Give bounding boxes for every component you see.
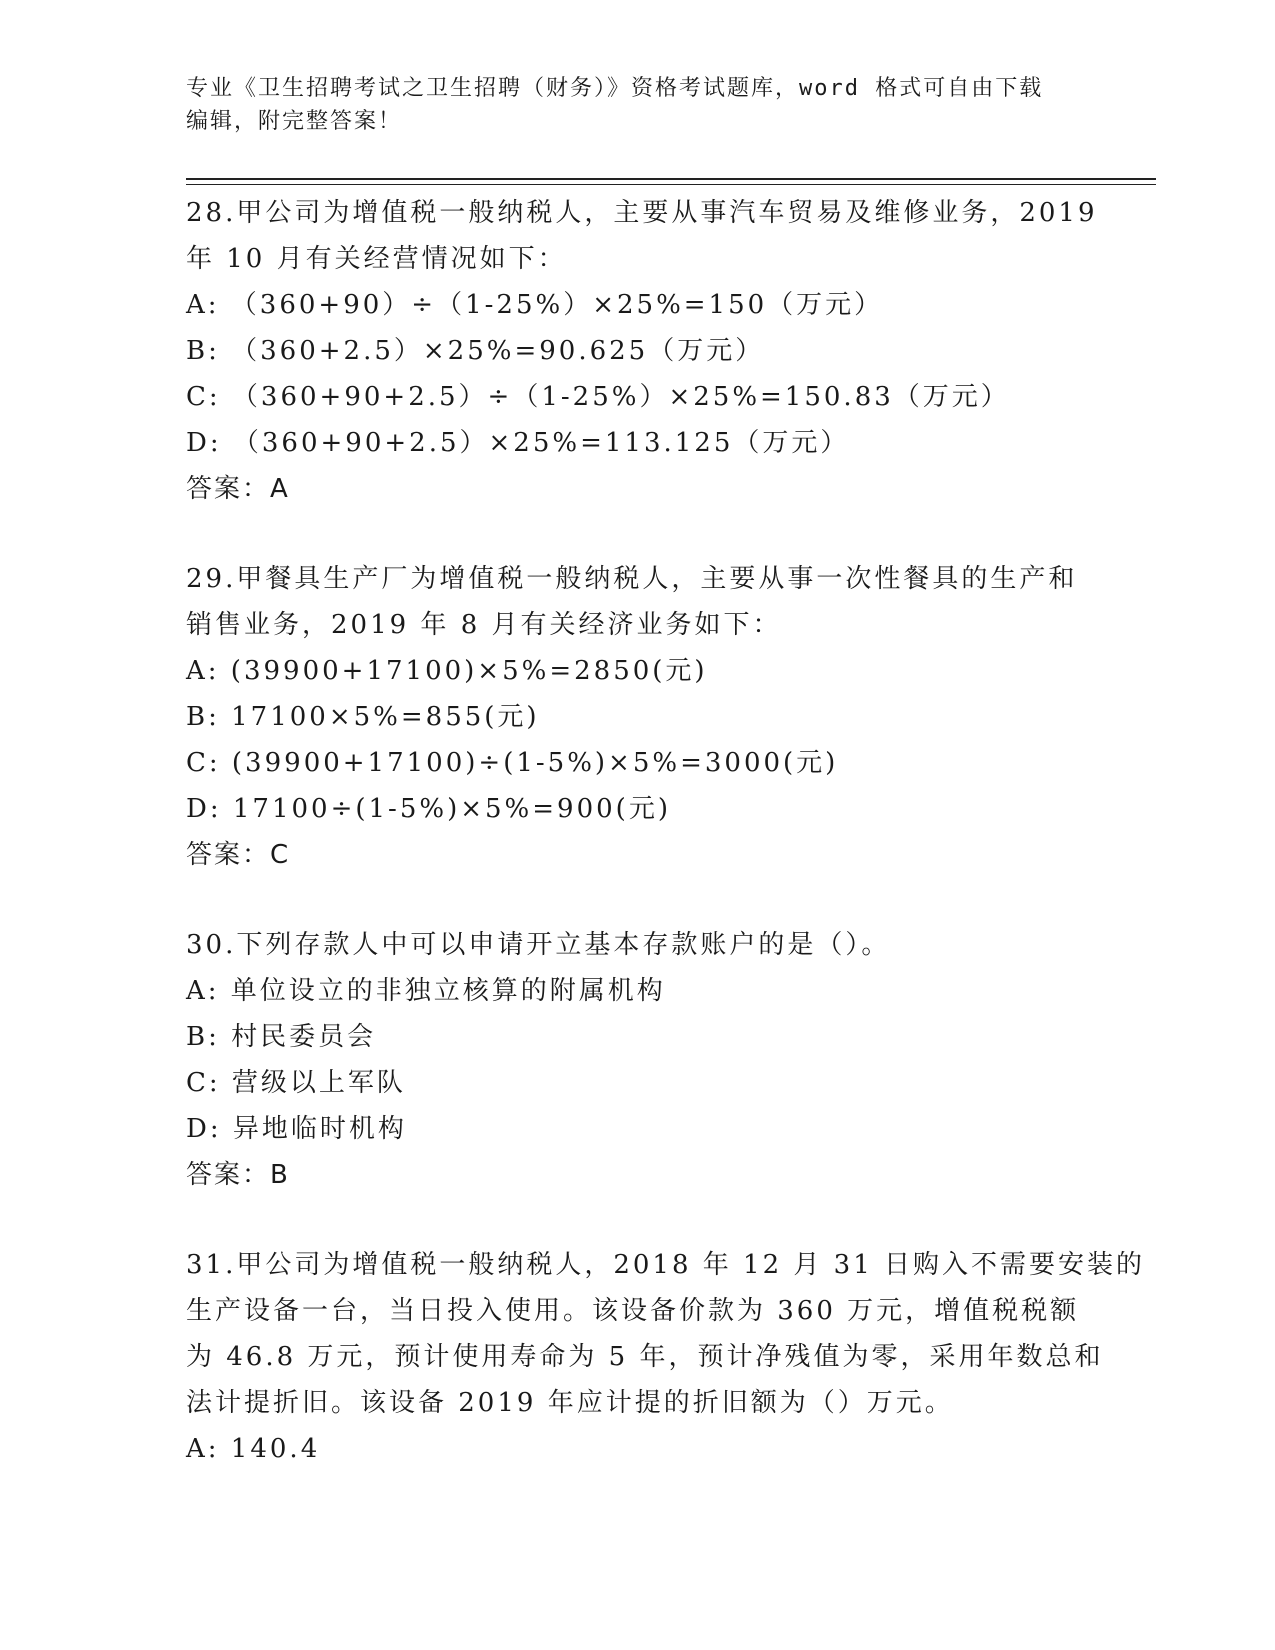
option-d: D: 异地临时机构	[186, 1114, 407, 1144]
document-header	[186, 72, 1086, 138]
question-stem-line: 为 46.8 万元，预计使用寿命为 5 年，预计净残值为零，采用年数总和	[186, 1342, 1104, 1372]
question-31	[186, 1242, 1146, 1472]
question-stem-line: 31.甲公司为增值税一般纳税人，2018 年 12 月 31 日购入不需要安装的	[186, 1250, 1146, 1280]
header-line-1: 专业《卫生招聘考试之卫生招聘（财务）》资格考试题库，word 格式可自由下载	[186, 76, 1044, 101]
header-divider-thin	[186, 184, 1156, 185]
option-b: B: 17100×5%=855(元)	[186, 702, 540, 732]
question-29	[186, 556, 1086, 878]
question-28	[186, 190, 1098, 512]
question-stem-line: 年 10 月有关经营情况如下：	[186, 244, 567, 274]
option-d: D: 17100÷(1-5%)×5%=900(元)	[186, 794, 671, 824]
question-list	[186, 190, 1146, 1516]
question-stem-line: 30.下列存款人中可以申请开立基本存款账户的是（）。	[186, 930, 891, 960]
option-b: B: 村民委员会	[186, 1022, 377, 1052]
option-c: C: (39900+17100)÷(1-5%)×5%=3000(元)	[186, 748, 839, 778]
question-stem-line: 销售业务，2019 年 8 月有关经济业务如下：	[186, 610, 782, 640]
option-a: A: 单位设立的非独立核算的附属机构	[186, 976, 666, 1006]
answer-line: 答案：B	[186, 1160, 290, 1190]
question-stem-line: 生产设备一台，当日投入使用。该设备价款为 360 万元，增值税税额	[186, 1296, 1080, 1326]
answer-line: 答案：C	[186, 840, 291, 870]
option-d: D: （360+90+2.5）×25%=113.125（万元）	[186, 428, 850, 458]
option-a: A: 140.4	[186, 1434, 321, 1464]
option-b: B: （360+2.5）×25%=90.625（万元）	[186, 336, 765, 366]
header-line-2: 编辑，附完整答案！	[186, 109, 403, 134]
question-30	[186, 922, 1086, 1198]
option-a: A: (39900+17100)×5%=2850(元)	[186, 656, 708, 686]
option-c: C: 营级以上军队	[186, 1068, 406, 1098]
option-c: C: （360+90+2.5）÷（1-25%）×25%=150.83（万元）	[186, 382, 1010, 412]
answer-line: 答案：A	[186, 474, 290, 504]
question-stem-line: 28.甲公司为增值税一般纳税人，主要从事汽车贸易及维修业务，2019	[186, 198, 1098, 228]
header-divider-thick	[186, 178, 1156, 180]
option-a: A: （360+90）÷（1-25%）×25%=150（万元）	[186, 290, 884, 320]
question-stem-line: 法计提折旧。该设备 2019 年应计提的折旧额为（）万元。	[186, 1388, 954, 1418]
question-stem-line: 29.甲餐具生产厂为增值税一般纳税人，主要从事一次性餐具的生产和	[186, 564, 1078, 594]
